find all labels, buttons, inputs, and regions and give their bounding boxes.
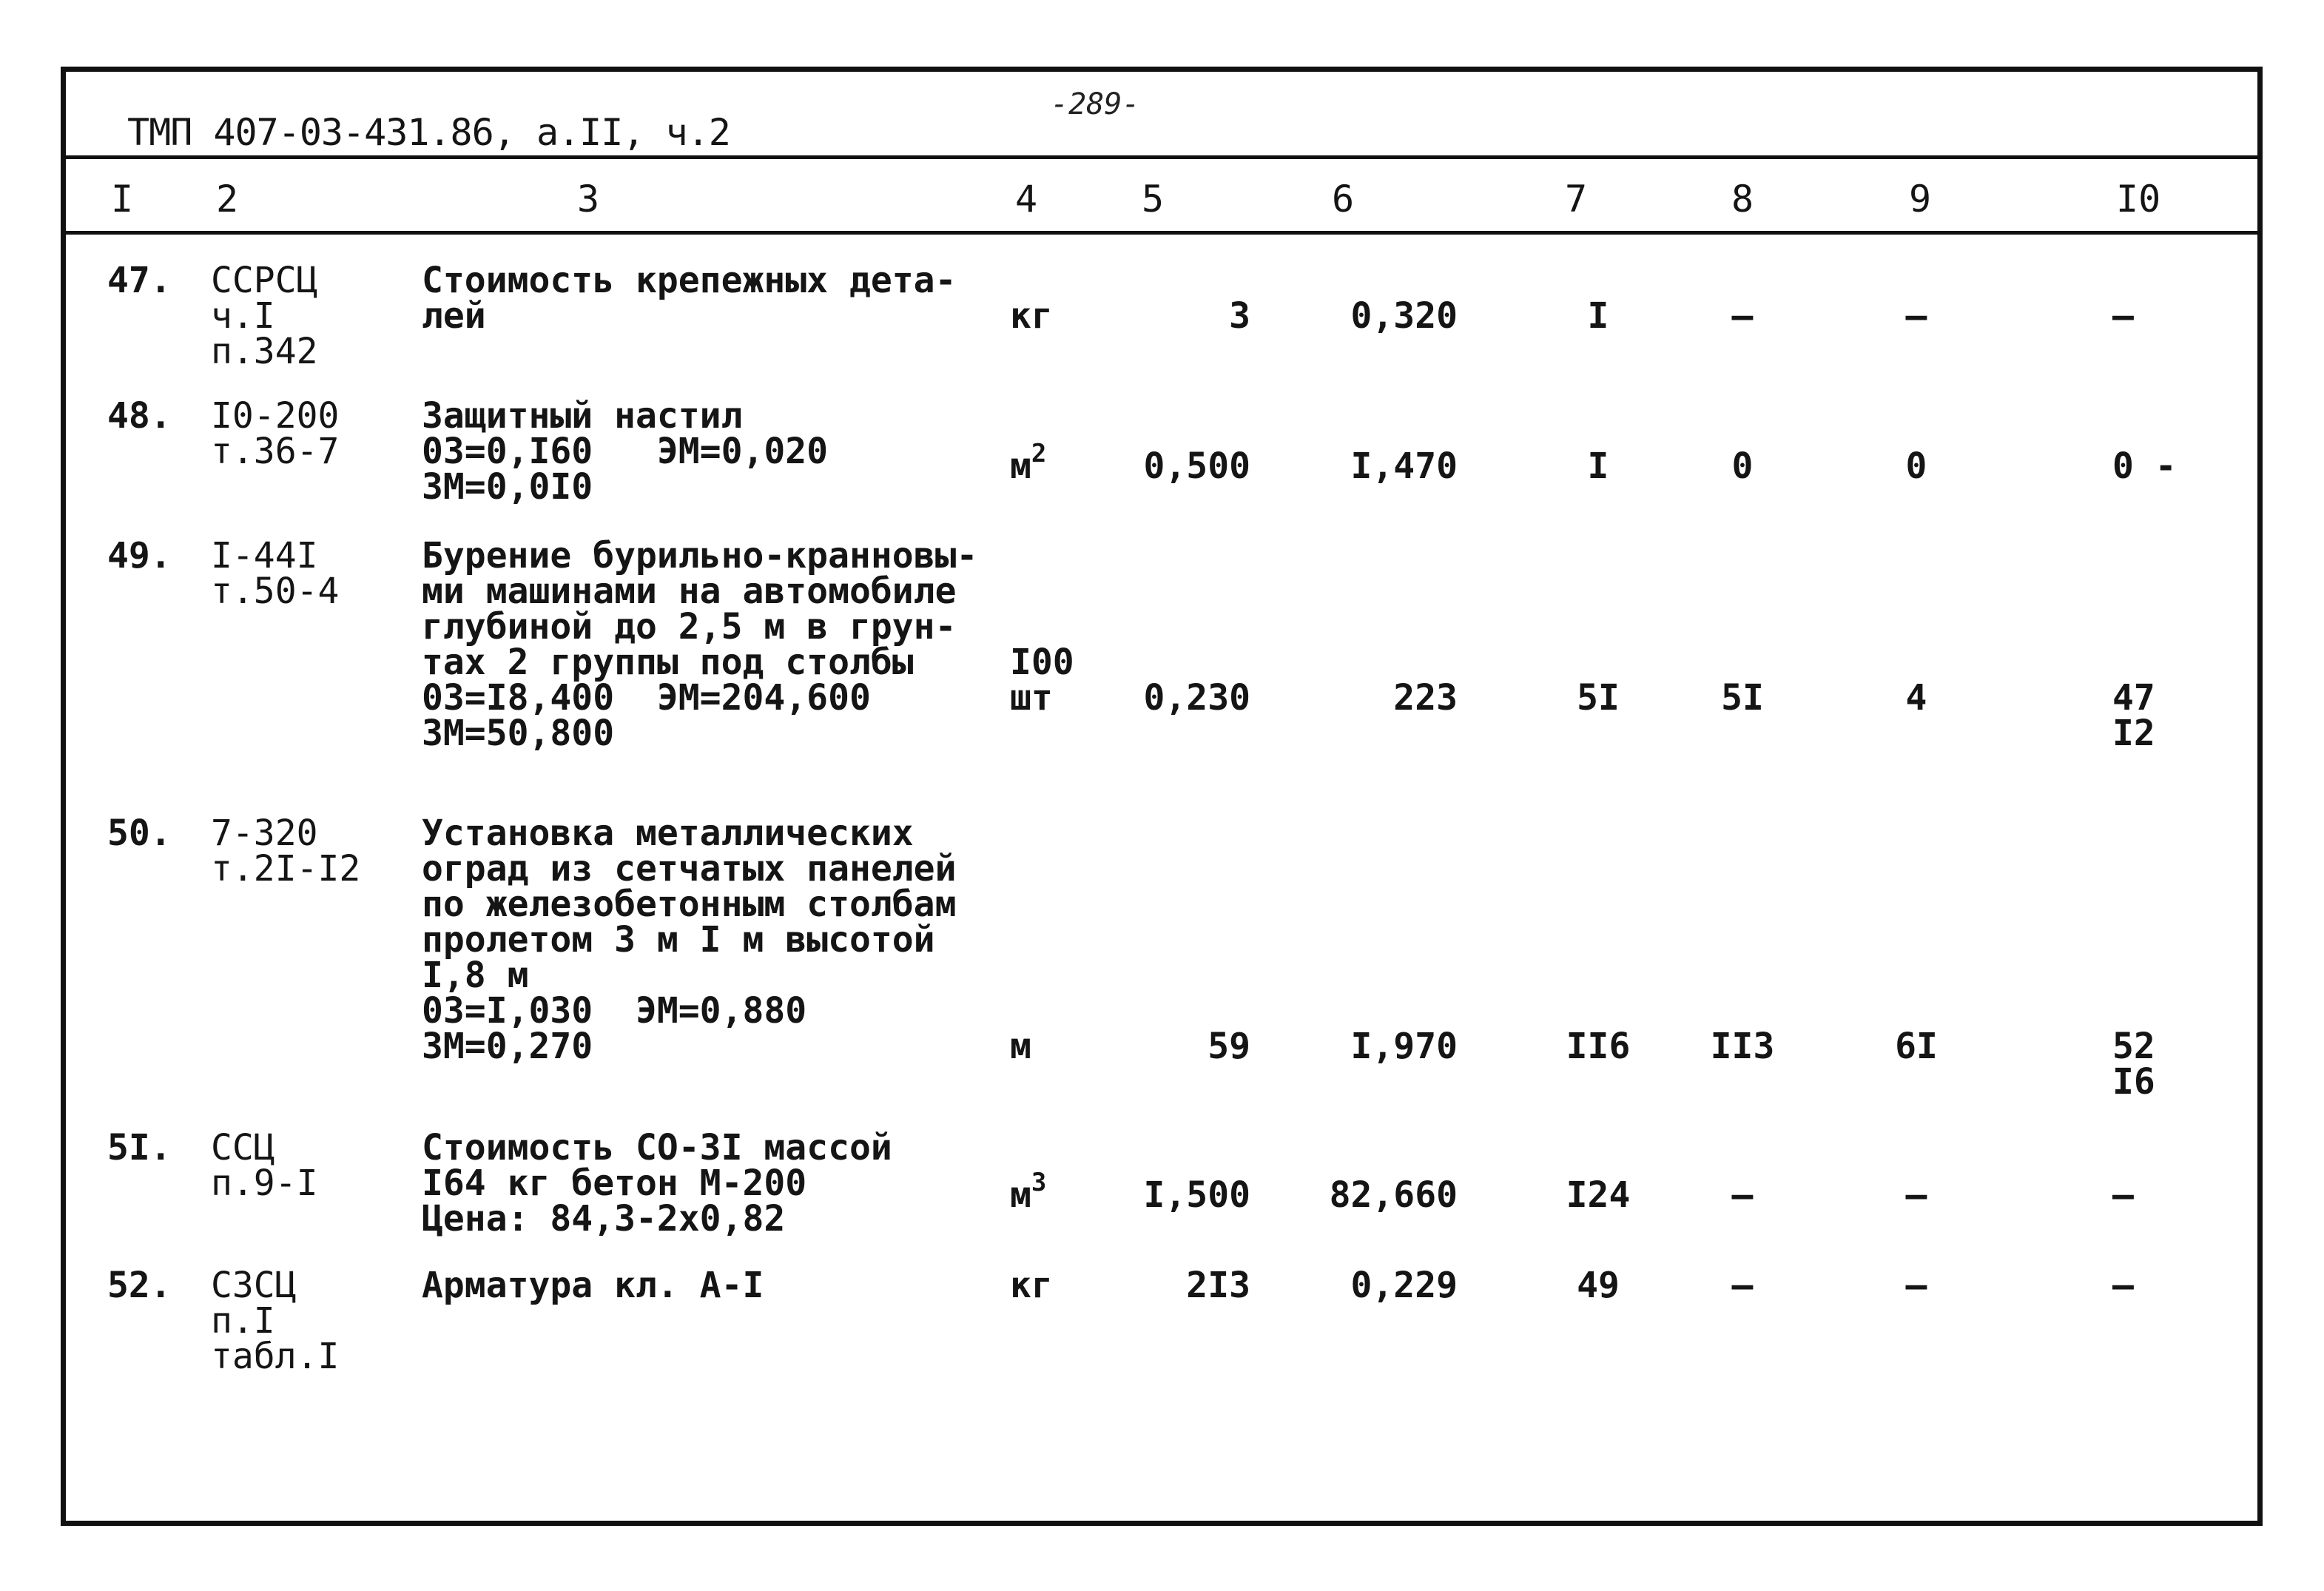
unit-of-measure: [1010, 1168, 1047, 1216]
column-header-divider: [66, 231, 2257, 235]
unit-of-measure: [1010, 1265, 1053, 1306]
unit-text: м: [1010, 1026, 1031, 1067]
unit-price: 0,229: [1350, 1265, 1458, 1306]
unit-of-measure: [1010, 439, 1047, 487]
machine-wages: 52 I6: [2112, 1026, 2155, 1103]
column-number: 6: [1332, 178, 1355, 221]
row-number: 50.: [107, 813, 172, 854]
work-description: Стоимость СО-3I массой I64 кг бетон М-200 Цена: 84,3-2х0,82: [422, 1127, 892, 1240]
machine-wages: 0 -: [2112, 445, 2177, 487]
unit-text: м: [1010, 445, 1031, 487]
unit-price: 82,660: [1329, 1174, 1458, 1216]
wages-cost: –: [1731, 1265, 1754, 1306]
resource-code: I0-200 т.36-7: [211, 395, 340, 472]
work-description: Арматура кл. А-I: [422, 1265, 764, 1306]
column-number: 7: [1565, 178, 1588, 221]
resource-code: ССРСЦ ч.I п.342: [211, 260, 318, 372]
column-number: 4: [1015, 178, 1038, 221]
unit-of-measure: [1010, 1026, 1031, 1067]
work-description: Защитный настил 03=0,I60 ЭМ=0,020 ЗМ=0,0I0: [422, 395, 829, 508]
machine-cost: 4: [1905, 677, 1927, 719]
unit-price: 223: [1393, 677, 1458, 719]
work-description: Бурение бурильно-кранновы- ми машинами на автомобиле глубиной до 2,5 м в грун- тах 2 группы под столбы 03=I8,400 ЭМ=204,600 ЗМ=50,800: [422, 535, 978, 754]
quantity: 2I3: [1186, 1265, 1250, 1306]
row-number: 49.: [107, 535, 172, 576]
column-number: I0: [2116, 178, 2161, 221]
resource-code: СЗСЦ п.I табл.I: [211, 1265, 340, 1377]
unit-exponent: 2: [1031, 439, 1047, 468]
machine-cost: –: [1905, 295, 1927, 337]
total-cost: I: [1587, 295, 1609, 337]
unit-text: м: [1010, 1174, 1031, 1216]
column-number: 9: [1909, 178, 1932, 221]
column-number: 5: [1142, 178, 1165, 221]
row-number: 48.: [107, 395, 172, 437]
wages-cost: 0: [1731, 445, 1754, 487]
total-cost: I24: [1566, 1174, 1631, 1216]
unit-of-measure: [1010, 295, 1053, 337]
column-number: 3: [577, 178, 600, 221]
total-cost: 49: [1577, 1265, 1620, 1306]
quantity: I,500: [1143, 1174, 1250, 1216]
column-number: 8: [1731, 178, 1754, 221]
machine-wages: –: [2112, 295, 2134, 337]
machine-cost: –: [1905, 1265, 1927, 1306]
unit-exponent: 3: [1031, 1168, 1047, 1197]
page-number: -289-: [1051, 87, 1140, 121]
unit-price: I,470: [1350, 445, 1458, 487]
machine-cost: –: [1905, 1174, 1927, 1216]
machine-wages: –: [2112, 1265, 2134, 1306]
quantity: 59: [1208, 1026, 1250, 1067]
wages-cost: II3: [1710, 1026, 1775, 1067]
unit-text: I00 шт: [1010, 642, 1074, 719]
machine-wages: 47 I2: [2112, 677, 2155, 754]
unit-price: 0,320: [1350, 295, 1458, 337]
resource-code: ССЦ п.9-I: [211, 1127, 318, 1204]
wages-cost: –: [1731, 1174, 1754, 1216]
table-frame: [61, 67, 2263, 1526]
unit-of-measure: [1010, 642, 1074, 719]
resource-code: 7-320 т.2I-I2: [211, 813, 361, 889]
unit-text: кг: [1010, 295, 1053, 337]
row-number: 47.: [107, 260, 172, 301]
wages-cost: 5I: [1721, 677, 1764, 719]
total-cost: I: [1587, 445, 1609, 487]
work-description: Стоимость крепежных дета- лей: [422, 260, 957, 337]
quantity: 3: [1229, 295, 1250, 337]
machine-cost: 0: [1905, 445, 1927, 487]
unit-text: кг: [1010, 1265, 1053, 1306]
row-number: 5I.: [107, 1127, 172, 1168]
total-cost: II6: [1566, 1026, 1631, 1067]
machine-wages: –: [2112, 1174, 2134, 1216]
wages-cost: –: [1731, 295, 1754, 337]
work-description: Установка металлических оград из сетчатых панелей по железобетонным столбам пролетом 3 м I м высотой I,8 м 03=I,030 ЭМ=0,880 ЗМ=0,270: [422, 813, 957, 1067]
quantity: 0,230: [1143, 677, 1250, 719]
machine-cost: 6I: [1895, 1026, 1938, 1067]
unit-price: I,970: [1350, 1026, 1458, 1067]
total-cost: 5I: [1577, 677, 1620, 719]
row-number: 52.: [107, 1265, 172, 1306]
column-number: I: [111, 178, 134, 221]
column-number: 2: [216, 178, 239, 221]
quantity: 0,500: [1143, 445, 1250, 487]
document-code: ТМП 407-03-431.86, а.II, ч.2: [127, 111, 730, 154]
resource-code: I-44I т.50-4: [211, 535, 340, 612]
